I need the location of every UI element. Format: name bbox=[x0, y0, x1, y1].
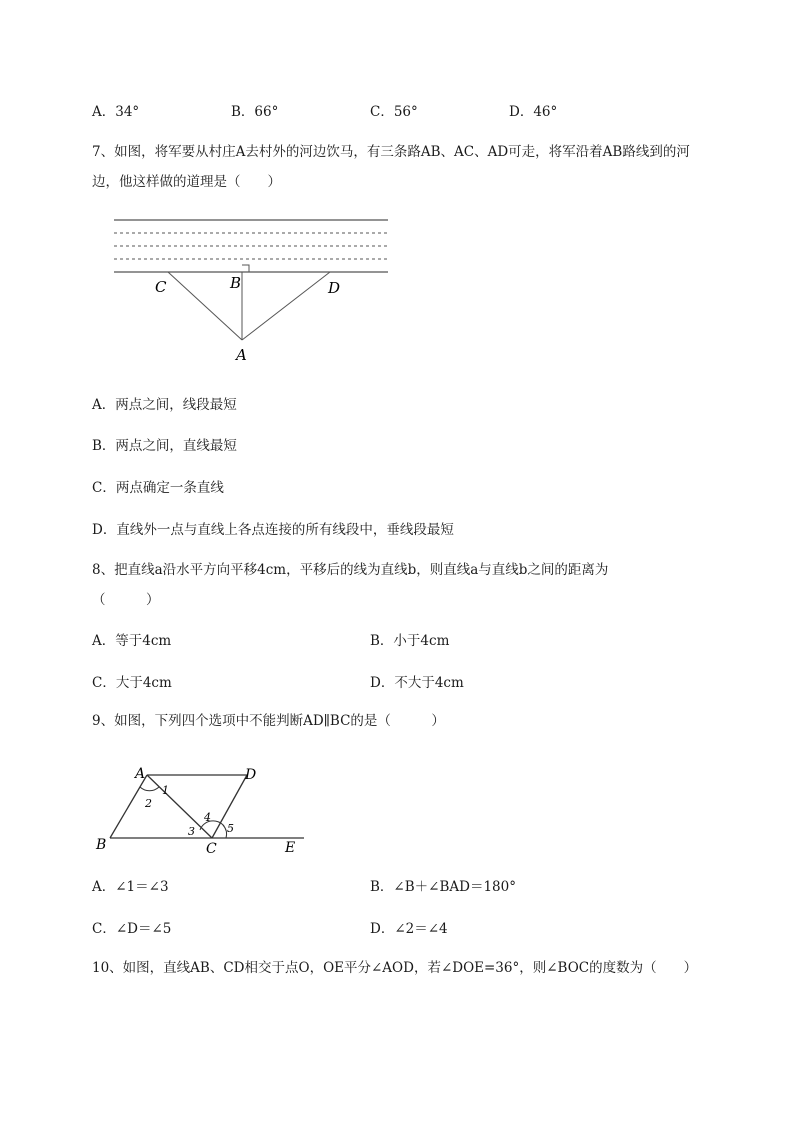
angle-label-3: 3 bbox=[188, 825, 195, 838]
q7-stem-line1: 7、如图，将军要从村庄A去村外的河边饮马，有三条路AB、AC、AD可走，将军沿着AB路线到的河 bbox=[92, 144, 690, 160]
arc-angle-5 bbox=[223, 825, 227, 838]
q7-stem-line2: 边，他这样做的道理是（ ） bbox=[92, 174, 281, 190]
angle-label-2: 2 bbox=[145, 797, 152, 810]
q9-option-b: B．∠B＋∠BAD＝180° bbox=[370, 879, 516, 895]
q6-option-b: B．66° bbox=[231, 104, 279, 120]
label-d: D bbox=[245, 767, 257, 783]
q7-stem bbox=[92, 137, 732, 197]
label-d: D bbox=[328, 279, 341, 297]
q6-option-a: A．34° bbox=[92, 104, 140, 120]
label-a: A bbox=[135, 766, 146, 782]
q8-stem-line1: 8、把直线a沿水平方向平移4cm，平移后的线为直线b，则直线a与直线b之间的距离为 bbox=[92, 562, 609, 578]
q8-option-c: C．大于4cm bbox=[92, 675, 172, 691]
label-b: B bbox=[96, 837, 107, 853]
segment-ac bbox=[147, 775, 212, 838]
q8-option-b: B．小于4cm bbox=[370, 633, 450, 649]
q7-option-a: A．两点之间，线段最短 bbox=[92, 397, 237, 413]
q9-stem bbox=[92, 706, 732, 736]
label-a: A bbox=[236, 346, 247, 364]
angle-label-4: 4 bbox=[204, 811, 211, 824]
q8-stem-line2: （ ） bbox=[92, 592, 160, 608]
q8-option-a: A．等于4cm bbox=[92, 633, 172, 649]
q8-stem bbox=[92, 555, 732, 615]
label-c: C bbox=[206, 841, 217, 857]
label-b: B bbox=[230, 274, 242, 292]
label-c: C bbox=[155, 278, 167, 296]
q9-option-a: A．∠1＝∠3 bbox=[92, 879, 169, 895]
angle-label-1: 1 bbox=[162, 784, 169, 797]
q10-stem-line1: 10、如图，直线AB、CD相交于点O，OE平分∠AOD，若∠DOE=36°，则∠BOC的度数为（ ） bbox=[92, 960, 698, 976]
q7-river-figure bbox=[110, 212, 400, 367]
segment-ab bbox=[110, 775, 147, 838]
q9-parallelogram-figure bbox=[92, 762, 312, 857]
q7-option-b: B．两点之间，直线最短 bbox=[92, 438, 237, 454]
q10-stem bbox=[92, 953, 732, 983]
segment-ad bbox=[242, 272, 330, 340]
q8-option-d: D．不大于4cm bbox=[370, 675, 464, 691]
angle-label-5: 5 bbox=[227, 822, 234, 835]
q9-option-d: D．∠2＝∠4 bbox=[370, 921, 448, 937]
q9-option-c: C．∠D＝∠5 bbox=[92, 921, 172, 937]
q6-option-c: C．56° bbox=[370, 104, 418, 120]
arc-angle-1-2 bbox=[140, 787, 159, 791]
q9-stem-line1: 9、如图，下列四个选项中不能判断AD∥BC的是（ ） bbox=[92, 713, 445, 729]
q7-option-c: C．两点确定一条直线 bbox=[92, 480, 224, 496]
q6-option-d: D．46° bbox=[509, 104, 558, 120]
label-e: E bbox=[285, 840, 296, 856]
right-angle-mark bbox=[242, 265, 249, 272]
q7-option-d: D．直线外一点与直线上各点连接的所有线段中，垂线段最短 bbox=[92, 522, 454, 538]
